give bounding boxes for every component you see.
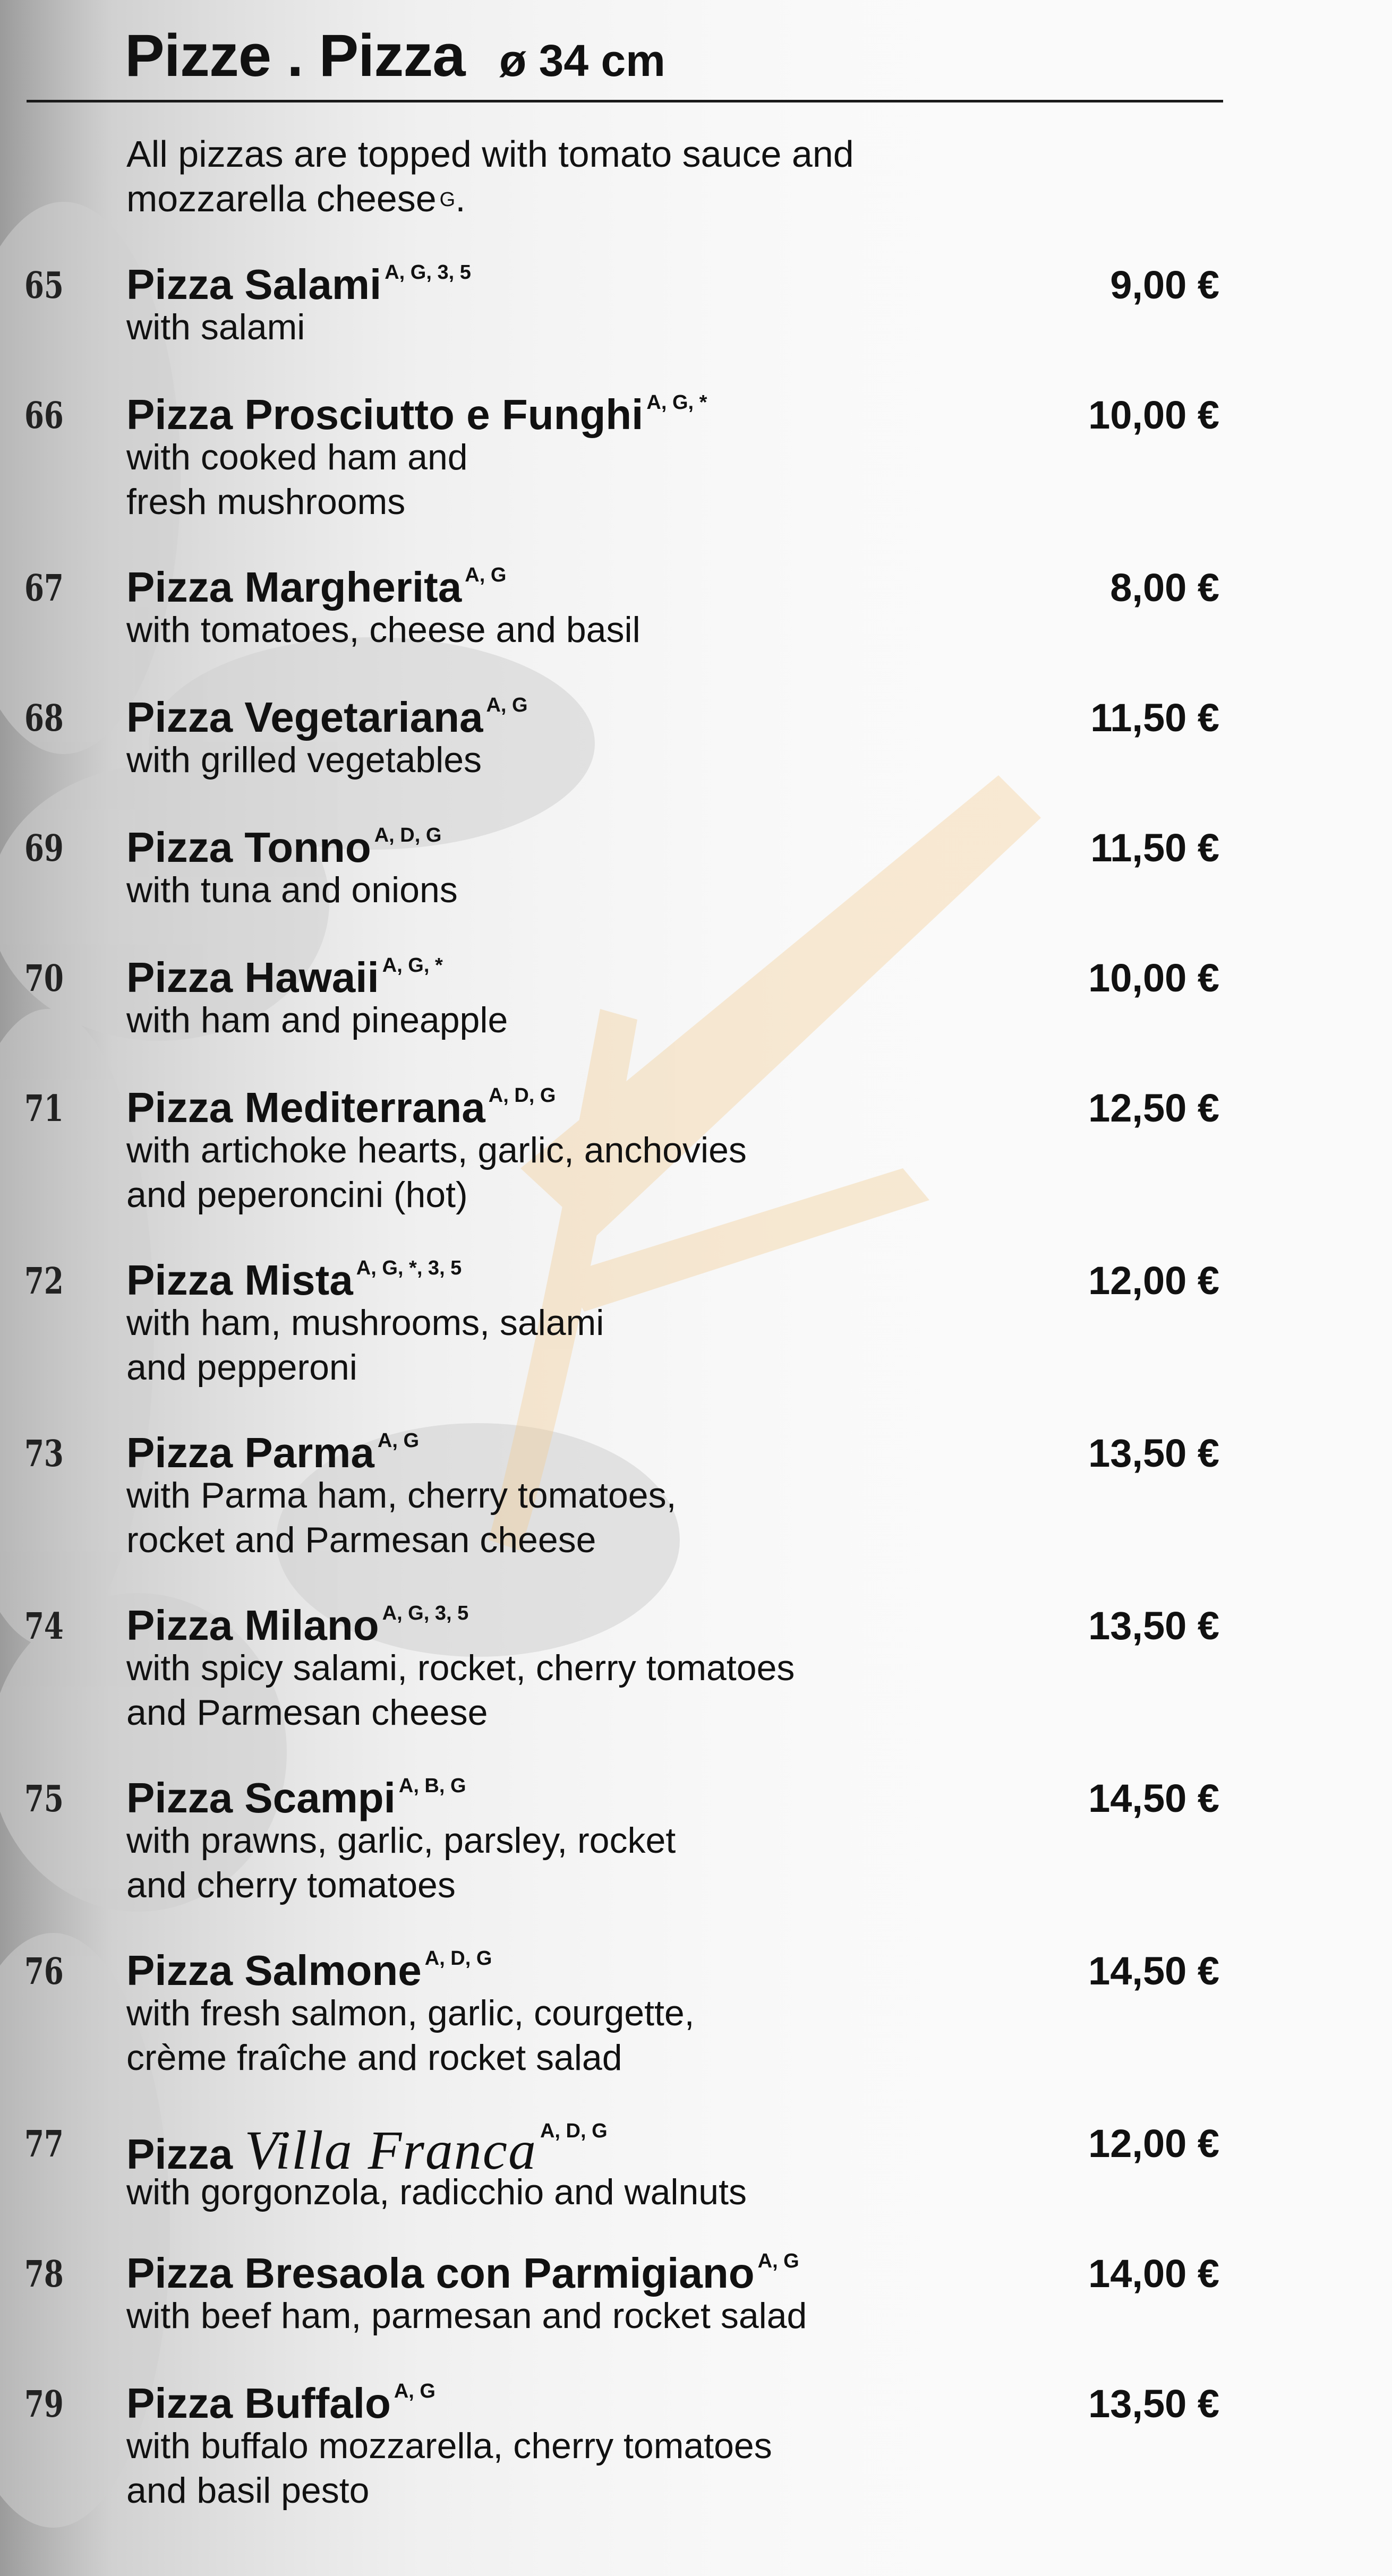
item-name xyxy=(126,1601,468,1650)
item-allergens: A, G, 3, 5 xyxy=(385,261,471,284)
intro-allergens: G xyxy=(439,189,456,211)
intro-note xyxy=(126,132,870,221)
page-title: Pizze . Pizza xyxy=(125,22,465,89)
item-price: 10,00 € xyxy=(1088,393,1219,437)
item-name-script: Villa Franca xyxy=(244,2120,537,2181)
item-name-text: Pizza Bresaola con Parmigiano xyxy=(126,2249,755,2297)
item-price: 12,50 € xyxy=(1088,1086,1219,1130)
item-name xyxy=(126,1428,419,1477)
item-number: 74 xyxy=(24,1605,64,1648)
item-name-text: Pizza Milano xyxy=(126,1602,379,1649)
item-number: 72 xyxy=(24,1260,64,1303)
item-allergens: A, G, *, 3, 5 xyxy=(356,1257,462,1279)
item-name-text: Pizza Salami xyxy=(126,261,382,308)
item-description: with buffalo mozzarella, cherry tomatoes and basil pesto xyxy=(126,2426,772,2511)
item-description: with gorgonzola, radicchio and walnuts xyxy=(126,2172,747,2212)
item-allergens: A, G, 3, 5 xyxy=(382,1602,469,1624)
item-number: 65 xyxy=(24,264,64,307)
item-number: 68 xyxy=(24,697,64,740)
item-price: 10,00 € xyxy=(1088,956,1219,1000)
item-description: with beef ham, parmesan and rocket salad xyxy=(126,2296,807,2336)
item-number: 75 xyxy=(24,1778,64,1820)
pizza-diameter: ø 34 cm xyxy=(499,36,665,85)
intro-end: . xyxy=(455,178,466,219)
item-number: 73 xyxy=(24,1433,64,1475)
item-description: with tuna and onions xyxy=(126,870,458,910)
item-price: 13,50 € xyxy=(1088,2382,1219,2426)
item-description: with Parma ham, cherry tomatoes, rocket and Parmesan cheese xyxy=(126,1475,677,1560)
item-name xyxy=(126,693,528,742)
item-number: 77 xyxy=(24,2123,64,2166)
item-price: 11,50 € xyxy=(1090,826,1219,870)
item-allergens: A, G xyxy=(377,1430,420,1452)
intro-text: All pizzas are topped with tomato sauce and mozzarella cheese xyxy=(126,133,854,219)
item-price: 14,00 € xyxy=(1088,2252,1219,2296)
item-name-text: Pizza Vegetariana xyxy=(126,694,483,741)
item-name xyxy=(126,2249,799,2298)
item-name-text: Pizza Mediterrana xyxy=(126,1084,485,1131)
item-name xyxy=(126,2379,435,2428)
item-name-text: Pizza Margherita xyxy=(126,563,462,611)
item-name-text: Pizza Parma xyxy=(126,1429,374,1476)
item-number: 76 xyxy=(24,1950,64,1993)
item-number: 70 xyxy=(24,957,64,1000)
item-description: with ham and pineapple xyxy=(126,1000,508,1040)
item-description: with spicy salami, rocket, cherry tomatoes and Parmesan cheese xyxy=(126,1648,795,1733)
item-allergens: A, G xyxy=(465,564,507,586)
item-name xyxy=(126,1774,466,1822)
item-description: with prawns, garlic, parsley, rocket and cherry tomatoes xyxy=(126,1820,676,1905)
title-divider xyxy=(27,100,1223,102)
item-name-text: Pizza Prosciutto e Funghi xyxy=(126,391,644,438)
item-number: 71 xyxy=(24,1088,64,1130)
item-description: with ham, mushrooms, salami and pepperoni xyxy=(126,1303,604,1388)
item-name-text: Pizza Mista xyxy=(126,1256,353,1304)
item-name xyxy=(126,563,506,612)
item-name xyxy=(126,1256,462,1305)
item-name-text: Pizza Salmone xyxy=(126,1947,422,1994)
item-name xyxy=(126,260,471,309)
item-allergens: A, G xyxy=(757,2250,799,2272)
item-name xyxy=(126,1083,556,1132)
item-number: 66 xyxy=(24,395,64,437)
item-name xyxy=(126,953,443,1002)
item-name-text: Pizza xyxy=(126,2130,233,2178)
item-description: with artichoke hearts, garlic, anchovies and peperoncini (hot) xyxy=(126,1130,747,1215)
item-price: 14,50 € xyxy=(1088,1776,1219,1820)
item-allergens: A, D, G xyxy=(374,824,442,846)
item-description: with cooked ham and fresh mushrooms xyxy=(126,437,468,522)
item-price: 11,50 € xyxy=(1090,696,1219,740)
item-allergens: A, D, G xyxy=(488,1084,556,1107)
item-name-text: Pizza Buffalo xyxy=(126,2380,391,2427)
item-price: 12,00 € xyxy=(1088,1259,1219,1303)
item-name xyxy=(126,1946,492,1995)
item-price: 13,50 € xyxy=(1088,1431,1219,1475)
item-number: 79 xyxy=(24,2383,64,2426)
item-allergens: A, G xyxy=(394,2380,435,2402)
item-name-text: Pizza Scampi xyxy=(126,1774,396,1821)
item-price: 13,50 € xyxy=(1088,1604,1219,1648)
item-price: 8,00 € xyxy=(1110,566,1219,610)
item-description: with tomatoes, cheese and basil xyxy=(126,610,641,650)
item-allergens: A, D, G xyxy=(424,1947,492,1970)
item-allergens: A, B, G xyxy=(398,1775,466,1797)
item-description: with fresh salmon, garlic, courgette, crème fraîche and rocket salad xyxy=(126,1993,695,2078)
item-name-text: Pizza Tonno xyxy=(126,824,371,871)
item-price: 9,00 € xyxy=(1110,263,1219,307)
item-name-text: Pizza Hawaii xyxy=(126,954,379,1001)
item-description: with grilled vegetables xyxy=(126,740,482,780)
item-name xyxy=(126,823,441,872)
item-number: 78 xyxy=(24,2253,64,2296)
item-price: 14,50 € xyxy=(1088,1949,1219,1993)
item-description: with salami xyxy=(126,307,305,347)
item-allergens: A, G, * xyxy=(646,391,707,414)
item-allergens: A, G xyxy=(486,694,528,716)
item-number: 69 xyxy=(24,827,64,870)
item-price: 12,00 € xyxy=(1088,2121,1219,2166)
section-title xyxy=(125,21,665,90)
item-name xyxy=(126,390,707,439)
item-allergens: A, D, G xyxy=(540,2120,608,2142)
item-number: 67 xyxy=(24,567,64,610)
item-allergens: A, G, * xyxy=(382,954,443,977)
